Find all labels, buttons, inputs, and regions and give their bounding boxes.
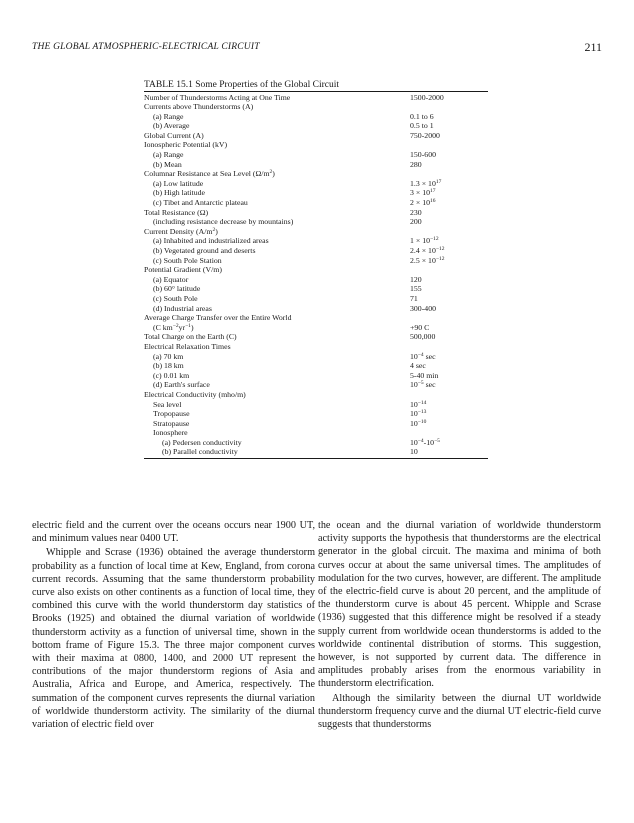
row-label-suffix: ) [272, 169, 275, 179]
table-row [144, 227, 488, 237]
row-label-text: Average Charge Transfer over the Entire World [144, 313, 292, 323]
row-value-exponent: −4 [417, 437, 424, 444]
row-label-text: Total Resistance (Ω) [144, 207, 209, 217]
row-label [144, 275, 188, 285]
body-paragraph: electric field and the current over the oceans occurs near 1900 UT, and minimum values near 0400 UT. [32, 520, 315, 545]
left-text-column [32, 519, 315, 731]
row-value-exponent: 17 [430, 188, 436, 195]
row-value-text: 2.5 × 10 [410, 255, 436, 265]
body-paragraph: Whipple and Scrase (1936) obtained the average thunderstorm probability as a function of local time at Kew, England, from corona current records. Assuming that the same thunderstorm probability curve also exists on other continents as a function of local time, they combined this curve with the world thunderstorm day statistics of Brooks (1925) and obtained the diurnal variation of worldwide thunderstorm activity as a function of universal time, shown in the bottom frame of Figure 15.3. The three major component curves with their maxima at 0800, 1400, and 2000 UT represent the contributions of the major thunderstorm regions of Asia and Australia, Africa and Europe, and America, respectively. The summation of the component curves represents the diurnal variation of worldwide thunderstorm activity. The similarity of the diurnal variation of electric field over [32, 547, 315, 731]
table-row [144, 121, 488, 131]
row-value [410, 275, 422, 285]
row-label [144, 371, 189, 381]
row-value [410, 294, 418, 304]
row-label-text: Stratopause [153, 418, 190, 428]
table-bottom-rule [144, 458, 488, 459]
row-label [144, 188, 205, 198]
table-row [144, 102, 488, 112]
row-label-text: Global Current (A) [144, 130, 204, 140]
row-label-text: (a) Pedersen conductivity [162, 437, 242, 447]
row-label [144, 294, 198, 304]
row-value [410, 361, 426, 371]
table-row [144, 169, 488, 179]
row-label-text: (C km [153, 322, 173, 332]
table-row [144, 131, 488, 141]
row-value-suffix: -10 [423, 437, 435, 447]
table-row [144, 400, 488, 410]
row-value [410, 93, 444, 103]
table-row [144, 179, 488, 189]
row-value-exponent: −4 [417, 351, 424, 358]
row-value-text: 10 [410, 418, 418, 428]
row-label [144, 265, 222, 275]
row-label-text: Current Density (A/m [144, 226, 213, 236]
row-label [144, 198, 248, 208]
table-row [144, 217, 488, 227]
row-label [144, 102, 253, 112]
table-row [144, 352, 488, 362]
row-label [144, 112, 184, 122]
row-label-superscript: 2 [212, 226, 216, 233]
row-value [410, 112, 434, 122]
table-row [144, 265, 488, 275]
row-value-text: +90 C [410, 322, 430, 332]
row-label-text: (c) South Pole [153, 293, 198, 303]
row-label [144, 236, 269, 246]
row-label [144, 150, 184, 160]
row-value [410, 380, 436, 390]
row-value [410, 352, 436, 362]
row-value-exponent: 16 [430, 198, 436, 205]
row-label [144, 390, 246, 400]
row-value-text: 5-40 min [410, 370, 439, 380]
row-label-unit: yr [178, 322, 186, 332]
row-label [144, 380, 210, 390]
table-caption: TABLE 15.1 Some Properties of the Global Circuit [144, 80, 340, 90]
row-label [144, 361, 184, 371]
table-row [144, 93, 488, 103]
row-label [144, 323, 194, 333]
table-row [144, 447, 488, 457]
row-value-text: 10 [410, 399, 418, 409]
row-value [410, 236, 439, 246]
row-value [410, 323, 429, 333]
row-label [144, 256, 222, 266]
table-row [144, 208, 488, 218]
row-value-text: 1.3 × 10 [410, 178, 436, 188]
right-text-column [318, 519, 601, 731]
row-value [410, 208, 422, 218]
row-label-text: Columnar Resistance at Sea Level (Ω/m [144, 169, 270, 179]
row-value-exponent: −13 [417, 409, 427, 416]
row-label-text: (a) 70 km [153, 351, 184, 361]
row-value-text: 155 [410, 284, 422, 294]
table-row [144, 361, 488, 371]
row-value-exponent: −5 [434, 437, 440, 444]
row-label-text: (a) Low latitude [153, 178, 204, 188]
row-label-text: Ionospheric Potential (kV) [144, 140, 228, 150]
row-label [144, 409, 190, 419]
row-label-superscript: 2 [269, 169, 273, 176]
row-label [144, 160, 182, 170]
row-label [144, 246, 255, 256]
row-value-text: 280 [410, 159, 422, 169]
row-label-text: (b) Vegetated ground and deserts [153, 246, 256, 255]
row-label [144, 342, 231, 352]
row-value [410, 150, 436, 160]
row-label [144, 428, 188, 438]
row-value-text: 4 sec [410, 361, 426, 371]
row-label-superscript: −2 [172, 322, 179, 329]
table-row [144, 284, 488, 294]
row-label-text: Sea level [153, 399, 182, 409]
row-value-exponent: 17 [435, 178, 442, 185]
row-label-text: Total Charge on the Earth (C) [144, 332, 237, 342]
row-label [144, 332, 237, 342]
table-row [144, 188, 488, 198]
row-value [410, 447, 418, 457]
row-value-text: 750-2000 [410, 130, 440, 140]
row-value [410, 371, 438, 381]
row-label-text: (b) High latitude [153, 188, 205, 198]
table-row [144, 371, 488, 381]
body-paragraph: Although the similarity between the diurnal UT worldwide thunderstorm frequency curve and the diurnal UT electric-field curve suggests that thunderstorms [318, 692, 601, 731]
row-label-text: Tropopause [153, 409, 190, 419]
row-value [410, 332, 435, 342]
row-label-text: (d) Earth's surface [153, 380, 210, 390]
row-value-text: 230 [410, 207, 422, 217]
row-value-exponent: −12 [435, 246, 445, 252]
row-label [144, 179, 203, 189]
row-label [144, 217, 293, 227]
row-value-text: 150-600 [410, 150, 436, 160]
row-value [410, 284, 422, 294]
row-value [410, 131, 440, 141]
row-value-text: 10 [410, 351, 418, 361]
row-label [144, 169, 275, 179]
table-row [144, 112, 488, 122]
row-label [144, 438, 242, 448]
row-label [144, 419, 189, 429]
row-value [410, 179, 441, 189]
row-value-text: 10 [410, 380, 418, 390]
row-value [410, 188, 436, 198]
row-label-text: (b) Parallel conductivity [162, 447, 238, 457]
row-label-text: (c) Tibet and Antarctic plateau [153, 198, 248, 208]
table-row [144, 409, 488, 419]
row-value-text: 500,000 [410, 332, 436, 342]
properties-table [144, 80, 488, 459]
row-value [410, 256, 444, 266]
table-row [144, 342, 488, 352]
table-row [144, 275, 488, 285]
row-value-suffix: sec [423, 380, 436, 390]
row-value [410, 409, 426, 419]
row-value-text: 10 [410, 447, 418, 457]
row-value-text: 200 [410, 217, 422, 227]
row-label [144, 284, 200, 294]
row-label-text: (including resistance decrease by mountains) [153, 217, 294, 227]
row-value-text: 0.5 to 1 [410, 121, 434, 131]
table-row [144, 160, 488, 170]
row-value-text: 71 [410, 293, 418, 303]
row-value-exponent: −5 [417, 380, 424, 387]
row-label-text: Currents above Thunderstorms (A) [144, 102, 254, 112]
row-label [144, 131, 204, 141]
row-label-suffix: ) [215, 226, 218, 236]
row-label [144, 400, 181, 410]
row-label-text: (a) Equator [153, 274, 189, 284]
row-label-text: (c) South Pole Station [153, 255, 222, 265]
row-label [144, 227, 218, 237]
table-row [144, 323, 488, 333]
row-value [410, 304, 436, 314]
table-body [144, 93, 488, 458]
row-value-exponent: −12 [435, 255, 445, 262]
row-value-text: 10 [410, 437, 418, 447]
row-label-text: Ionosphere [153, 428, 188, 438]
row-value [410, 400, 426, 410]
table-row [144, 332, 488, 342]
table-row [144, 140, 488, 150]
row-label [144, 208, 208, 218]
row-label-text: (b) Average [153, 121, 190, 131]
table-row [144, 390, 488, 400]
table-row [144, 313, 488, 323]
row-label-text: Electrical Relaxation Times [144, 341, 231, 351]
row-value [410, 438, 440, 448]
running-title: THE GLOBAL ATMOSPHERIC-ELECTRICAL CIRCUIT [32, 42, 260, 52]
row-label [144, 93, 290, 103]
row-label-suffix: ) [190, 322, 194, 332]
row-value-exponent: −10 [417, 418, 427, 425]
row-label-text: (a) Range [153, 111, 184, 121]
row-label [144, 140, 227, 150]
row-value-exponent: −12 [430, 236, 439, 243]
row-value [410, 246, 444, 256]
row-value [410, 121, 434, 131]
table-row [144, 198, 488, 208]
row-label [144, 447, 238, 457]
table-row [144, 380, 488, 390]
row-value-text: 0.1 to 6 [410, 111, 434, 121]
row-label-text: (b) Mean [153, 159, 182, 169]
table-row [144, 236, 488, 246]
row-value-text: 2 × 10 [410, 198, 430, 208]
row-value-text: 10 [410, 409, 418, 419]
table-row [144, 246, 488, 256]
row-value-exponent: −14 [417, 399, 427, 406]
page-number: 211 [584, 40, 602, 54]
row-label-text: Potential Gradient (V/m) [144, 265, 222, 275]
row-value [410, 198, 436, 208]
body-paragraph: the ocean and the diurnal variation of worldwide thunderstorm activity supports the hypothesis that thunderstorms are the electrical generator in the global circuit. The maxima and minima of both curves occur at about the same universal times. The amplitudes of modulation for the two curves, however, are different. The amplitude of the electric-field curve is about 20 percent, and the amplitude of the thunderstorm curve is about 45 percent. Whipple and Scrase (1936) suggested that this difference might be resolved if a steady supply current from worldwide ocean thunderstorms is added to the worldwide continental distribution of storms. This suggestion, however, is not supported by current data. The difference in amplitudes probably arises from the enormous variability in thunderstorm electrification. [318, 520, 601, 690]
table-row [144, 419, 488, 429]
row-label [144, 304, 212, 314]
row-value-text: 1500-2000 [410, 92, 444, 102]
row-label-text: (b) 60° latitude [153, 284, 201, 294]
row-value-suffix: sec [423, 351, 436, 361]
table-row [144, 428, 488, 438]
row-value-text: 2.4 × 10 [410, 246, 436, 255]
row-label-superscript: −1 [185, 322, 191, 329]
running-head [32, 42, 602, 56]
row-value-text: 3 × 10 [410, 188, 430, 198]
table-row [144, 438, 488, 448]
row-label-text: (b) 18 km [153, 361, 184, 371]
row-value-text: 300-400 [410, 303, 436, 313]
row-value [410, 217, 422, 227]
row-value-text: 120 [410, 274, 422, 284]
row-label-text: (a) Inhabited and industrialized areas [153, 236, 269, 246]
table-row [144, 294, 488, 304]
row-label-text: (c) 0.01 km [153, 370, 190, 380]
row-label-text: Number of Thunderstorms Acting at One Time [144, 92, 291, 102]
table-row [144, 150, 488, 160]
row-label [144, 352, 183, 362]
row-label-text: (a) Range [153, 150, 184, 160]
row-value-text: 1 × 10 [410, 236, 430, 246]
row-label [144, 313, 291, 323]
row-label-text: (d) Industrial areas [153, 303, 212, 313]
table-row [144, 304, 488, 314]
row-value [410, 419, 426, 429]
row-value [410, 160, 422, 170]
row-label-text: Electrical Conductivity (mho/m) [144, 389, 246, 399]
row-label [144, 121, 189, 131]
table-row [144, 256, 488, 266]
